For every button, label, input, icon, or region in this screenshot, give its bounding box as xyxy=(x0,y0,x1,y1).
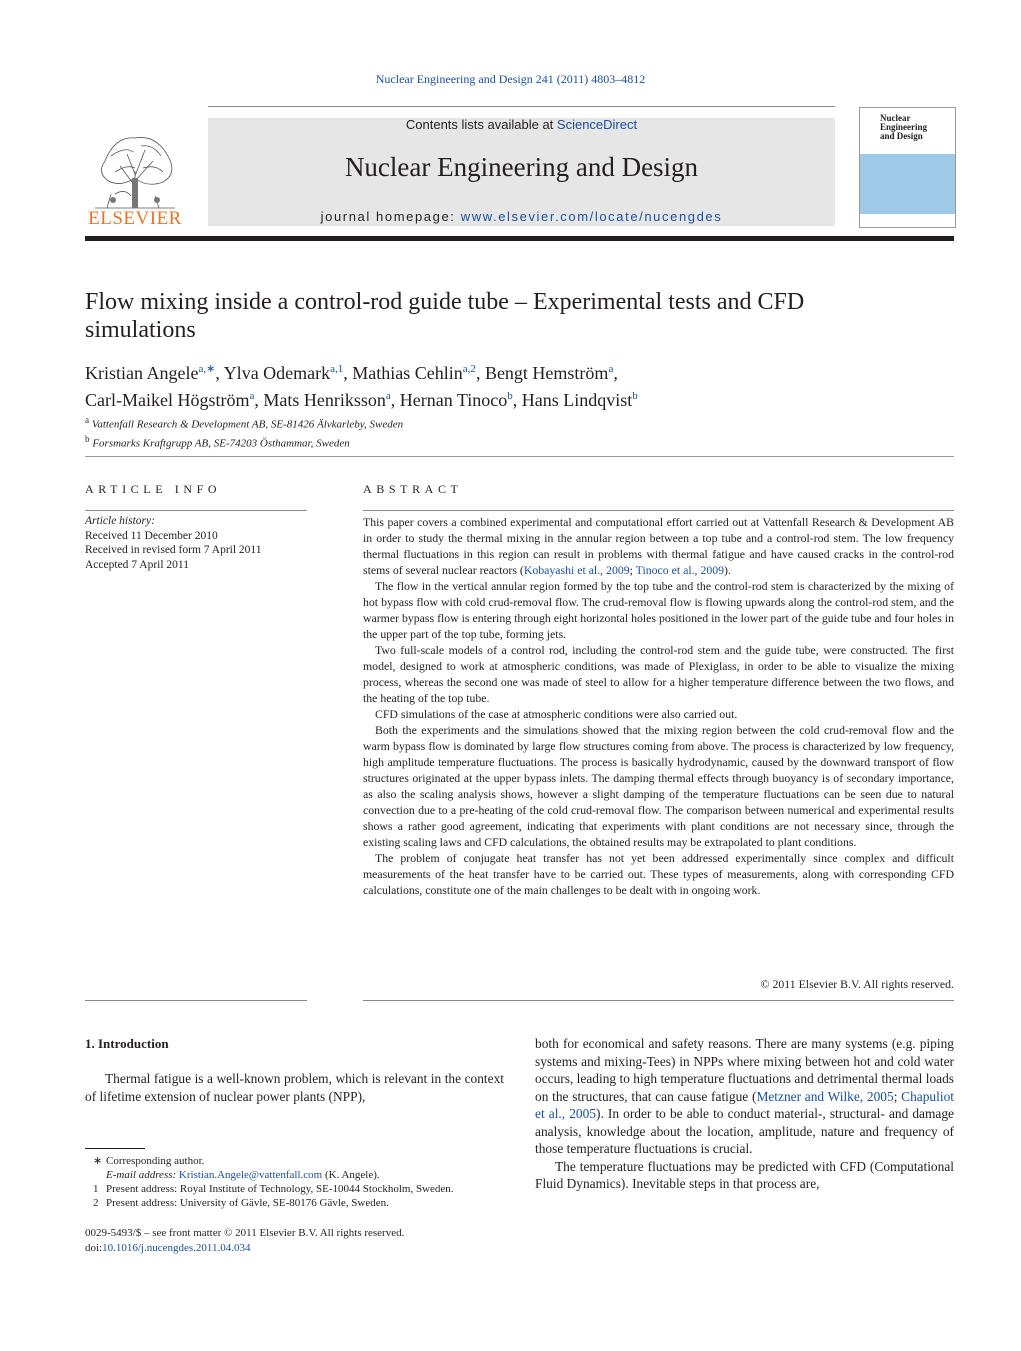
contents-line xyxy=(208,117,835,132)
publisher-logo-text: ELSEVIER xyxy=(88,208,182,229)
footnote-2 xyxy=(85,1196,515,1210)
intro-paragraph: The temperature fluctuations may be predicted with CFD (Computational Fluid Dynamics). Inevitable steps in that process are, xyxy=(535,1158,954,1191)
citation-separator: ; xyxy=(629,563,636,577)
section-heading-introduction: 1. Introduction xyxy=(85,1036,169,1051)
intro-column-right xyxy=(535,1035,954,1193)
elsevier-logo xyxy=(85,116,185,228)
copyright-notice: © 2011 Elsevier B.V. All rights reserved. xyxy=(760,977,954,991)
doi-prefix: doi: xyxy=(85,1242,103,1254)
footnote-mark: ∗ xyxy=(93,1155,103,1167)
affiliation xyxy=(85,413,785,432)
citation-end: ). xyxy=(724,563,731,577)
accepted-date: Accepted 7 April 2011 xyxy=(85,558,190,571)
author[interactable]: Ylva Odemark xyxy=(223,363,331,383)
cover-blue-panel xyxy=(860,154,955,214)
front-matter-info xyxy=(85,1226,515,1256)
article-info-bottom-rule xyxy=(85,1000,307,1001)
abstract-rule xyxy=(363,510,954,511)
abstract-body xyxy=(363,514,954,898)
author[interactable]: Kristian Angele xyxy=(85,363,199,383)
citation-link[interactable]: Chapuliot et al., 2005 xyxy=(535,1088,954,1121)
author-sup[interactable]: a xyxy=(608,363,614,375)
issn-line: 0029-5493/$ – see front matter © 2011 Elsevier B.V. All rights reserved. xyxy=(85,1227,405,1239)
header-thick-rule xyxy=(85,236,954,241)
journal-cover-image xyxy=(859,107,956,228)
author-list: Kristian Angele$^{a,∗}$, Ylva Odemark$^{a,1}$, Mathias Cehlin$^{a,2}$, Bengt Hemström$^a$, Carl-Maikel Högström$^a$, Mats Henriksson$^a$, Hernan Tinoco$^b$, Hans Lindqvist$^b$ xyxy=(85,363,638,410)
affiliation xyxy=(85,432,785,451)
article-info-heading: ARTICLE INFO xyxy=(85,482,222,496)
intro-column-left xyxy=(85,1070,504,1105)
footnotes xyxy=(85,1154,515,1210)
author[interactable]: Mathias Cehlin xyxy=(352,363,463,383)
author[interactable]: Hernan Tinoco xyxy=(399,390,508,410)
journal-reference[interactable]: Nuclear Engineering and Design 241 (2011) 4803–4812 xyxy=(375,72,646,86)
intro-text: ). In order to be able to conduct material-, structural- and damage analysis, knowledge about the location, amplitude, nature and frequency of those temperature fluctuations is crucial. xyxy=(535,1106,954,1156)
affiliation-text: Vattenfall Research & Development AB, SE-81426 Älvkarleby, Sweden xyxy=(91,418,404,431)
received-date: Received 11 December 2010 xyxy=(85,529,218,542)
abstract-paragraph: Two full-scale models of a control rod, including the control-rod stem and the guide tube, were constructed. The first model, designed to work at atmospheric conditions, was made of Plexiglass, in order to be able to visualize the mixing process, whereas the second one was made of steel to allow for a higher temperature difference between the two flows, and the heating of the top tube. xyxy=(363,643,954,705)
intro-paragraph xyxy=(535,1035,954,1158)
footnote-rule xyxy=(85,1148,145,1149)
author[interactable]: Carl-Maikel Högström xyxy=(85,390,250,410)
author-sup[interactable]: a,1 xyxy=(330,363,344,375)
affiliation-mark: a xyxy=(85,415,90,425)
author-sup[interactable]: b xyxy=(632,390,638,402)
article-title: Flow mixing inside a control-rod guide tube – Experimental tests and CFD simulations xyxy=(85,289,805,343)
journal-name: Nuclear Engineering and Design xyxy=(344,152,699,182)
affiliation-text: Forsmarks Kraftgrupp AB, SE-74203 Östhammar, Sweden xyxy=(92,437,350,450)
footnote-email xyxy=(85,1168,515,1182)
author-sup[interactable]: a xyxy=(249,390,255,402)
email-label: E-mail address: xyxy=(106,1169,179,1181)
affiliation-mark: b xyxy=(85,433,90,444)
contents-prefix: Contents lists available at xyxy=(405,117,557,132)
abstract-heading: ABSTRACT xyxy=(363,482,463,496)
section-rule xyxy=(85,456,954,457)
email-link[interactable]: Kristian.Angele@vattenfall.com xyxy=(178,1169,323,1181)
footnote-text: Present address: Royal Institute of Technology, SE-10044 Stockholm, Sweden. xyxy=(106,1183,454,1195)
abstract-paragraph: The problem of conjugate heat transfer has not yet been addressed experimentally since complex and difficult measurements of the heat transfer have to be carried out. These types of measurements, along with corresponding CFD calculations, constitute one of the main challenges to be dealt with in ongoing work. xyxy=(363,851,954,897)
homepage-link[interactable]: www.elsevier.com/locate/nucengdes xyxy=(460,209,723,224)
author-sup[interactable]: a xyxy=(385,390,391,402)
email-tail: (K. Angele). xyxy=(322,1169,380,1181)
homepage-line xyxy=(208,209,835,224)
footnote-1 xyxy=(85,1182,515,1196)
author[interactable]: Bengt Hemström xyxy=(484,363,609,383)
author[interactable]: Hans Lindqvist xyxy=(521,390,633,410)
sciencedirect-link[interactable]: ScienceDirect xyxy=(556,117,638,132)
abstract-paragraph: The flow in the vertical annular region formed by the top tube and the control-rod stem is characterized by the mixing of hot bypass flow with cold crud-removal flow. The crud-removal flow is flowing upwards along the control-rod stem, and the warmer bypass flow is entering through eight horizontal holes positioned in the lower part of the guide tube and four holes in the upper part of the top tube, forming jets. xyxy=(363,579,954,641)
citation-separator: ; xyxy=(893,1088,902,1104)
abstract-bottom-rule xyxy=(363,1000,954,1001)
author[interactable]: Mats Henriksson xyxy=(263,390,386,410)
author-sup[interactable]: a,∗ xyxy=(198,363,216,375)
citation-link[interactable]: Kobayashi et al., 2009 xyxy=(523,563,630,577)
footnote-text: Corresponding author. xyxy=(106,1155,205,1167)
cover-title: Nuclear Engineering and Design xyxy=(880,113,928,141)
citation-link[interactable]: Tinoco et al., 2009 xyxy=(635,563,725,577)
intro-text: both for economical and safety reasons. There are many systems (e.g. piping systems and mixing-Tees) in NPPs where mixing between hot and cold water occurs, leading to high temperature fluctuations and detrimental thermal loads on the structures, that can cause fatigue ( xyxy=(535,1036,954,1104)
abstract-text: This paper covers a combined experimental and computational effort carried out at Vattenfall Research & Development AB in order to study the thermal mixing in the annular region between a top tube and a control-rod stem. The low frequency thermal fluctuations in this region can result in problems with thermal fatigue and have caused cracks in the control-rod stems of several nuclear reactors ( xyxy=(363,515,954,577)
footnote-corresponding xyxy=(85,1154,515,1168)
history-label: Article history: xyxy=(85,515,155,527)
header-rule xyxy=(208,106,835,107)
cover-footer xyxy=(860,214,955,227)
abstract-paragraph: Both the experiments and the simulations showed that the mixing region between the cold crud-removal flow and the warm bypass flow is dominated by large flow structures coming from above. The process is characterized by low frequency, high amplitude temperature fluctuations. The process is basically hydrodynamic, caused by the downward transport of flow structures originated at the upper bypass inlets. The damping thermal effects through buoyancy is of secondary importance, as also the scaling analysis shows, however a slight damping of the temperature fluctuations can be seen due to natural convection due to a pre-heating of the cold crud-removal flow. The comparison between numerical and experimental results shows a rather good agreement, indicating that experiments with plant conditions are not necessary since, through the existing scaling laws and CFD calculations, the obtained results may be extrapolated to plant conditions. xyxy=(363,723,954,849)
intro-paragraph: Thermal fatigue is a well-known problem, which is relevant in the context of lifetime extension of nuclear power plants (NPP), xyxy=(85,1071,504,1104)
citation-link[interactable]: Metzner and Wilke, 2005 xyxy=(756,1088,894,1104)
footnote-mark: 2 xyxy=(93,1197,99,1209)
revised-date: Received in revised form 7 April 2011 xyxy=(85,544,262,556)
abstract-paragraph xyxy=(363,514,954,578)
author-sup[interactable]: a,2 xyxy=(462,363,476,375)
affiliations xyxy=(85,413,785,450)
article-history xyxy=(85,514,307,572)
footnote-text: Present address: University of Gävle, SE-80176 Gävle, Sweden. xyxy=(106,1197,389,1209)
homepage-prefix: journal homepage: xyxy=(320,209,461,224)
abstract-paragraph: CFD simulations of the case at atmospheric conditions were also carried out. xyxy=(375,707,738,721)
doi-link[interactable]: 10.1016/j.nucengdes.2011.04.034 xyxy=(102,1242,251,1254)
author-sup[interactable]: b xyxy=(507,390,513,402)
article-info-rule xyxy=(85,510,307,511)
doi-line xyxy=(85,1241,515,1256)
footnote-mark: 1 xyxy=(93,1183,99,1195)
